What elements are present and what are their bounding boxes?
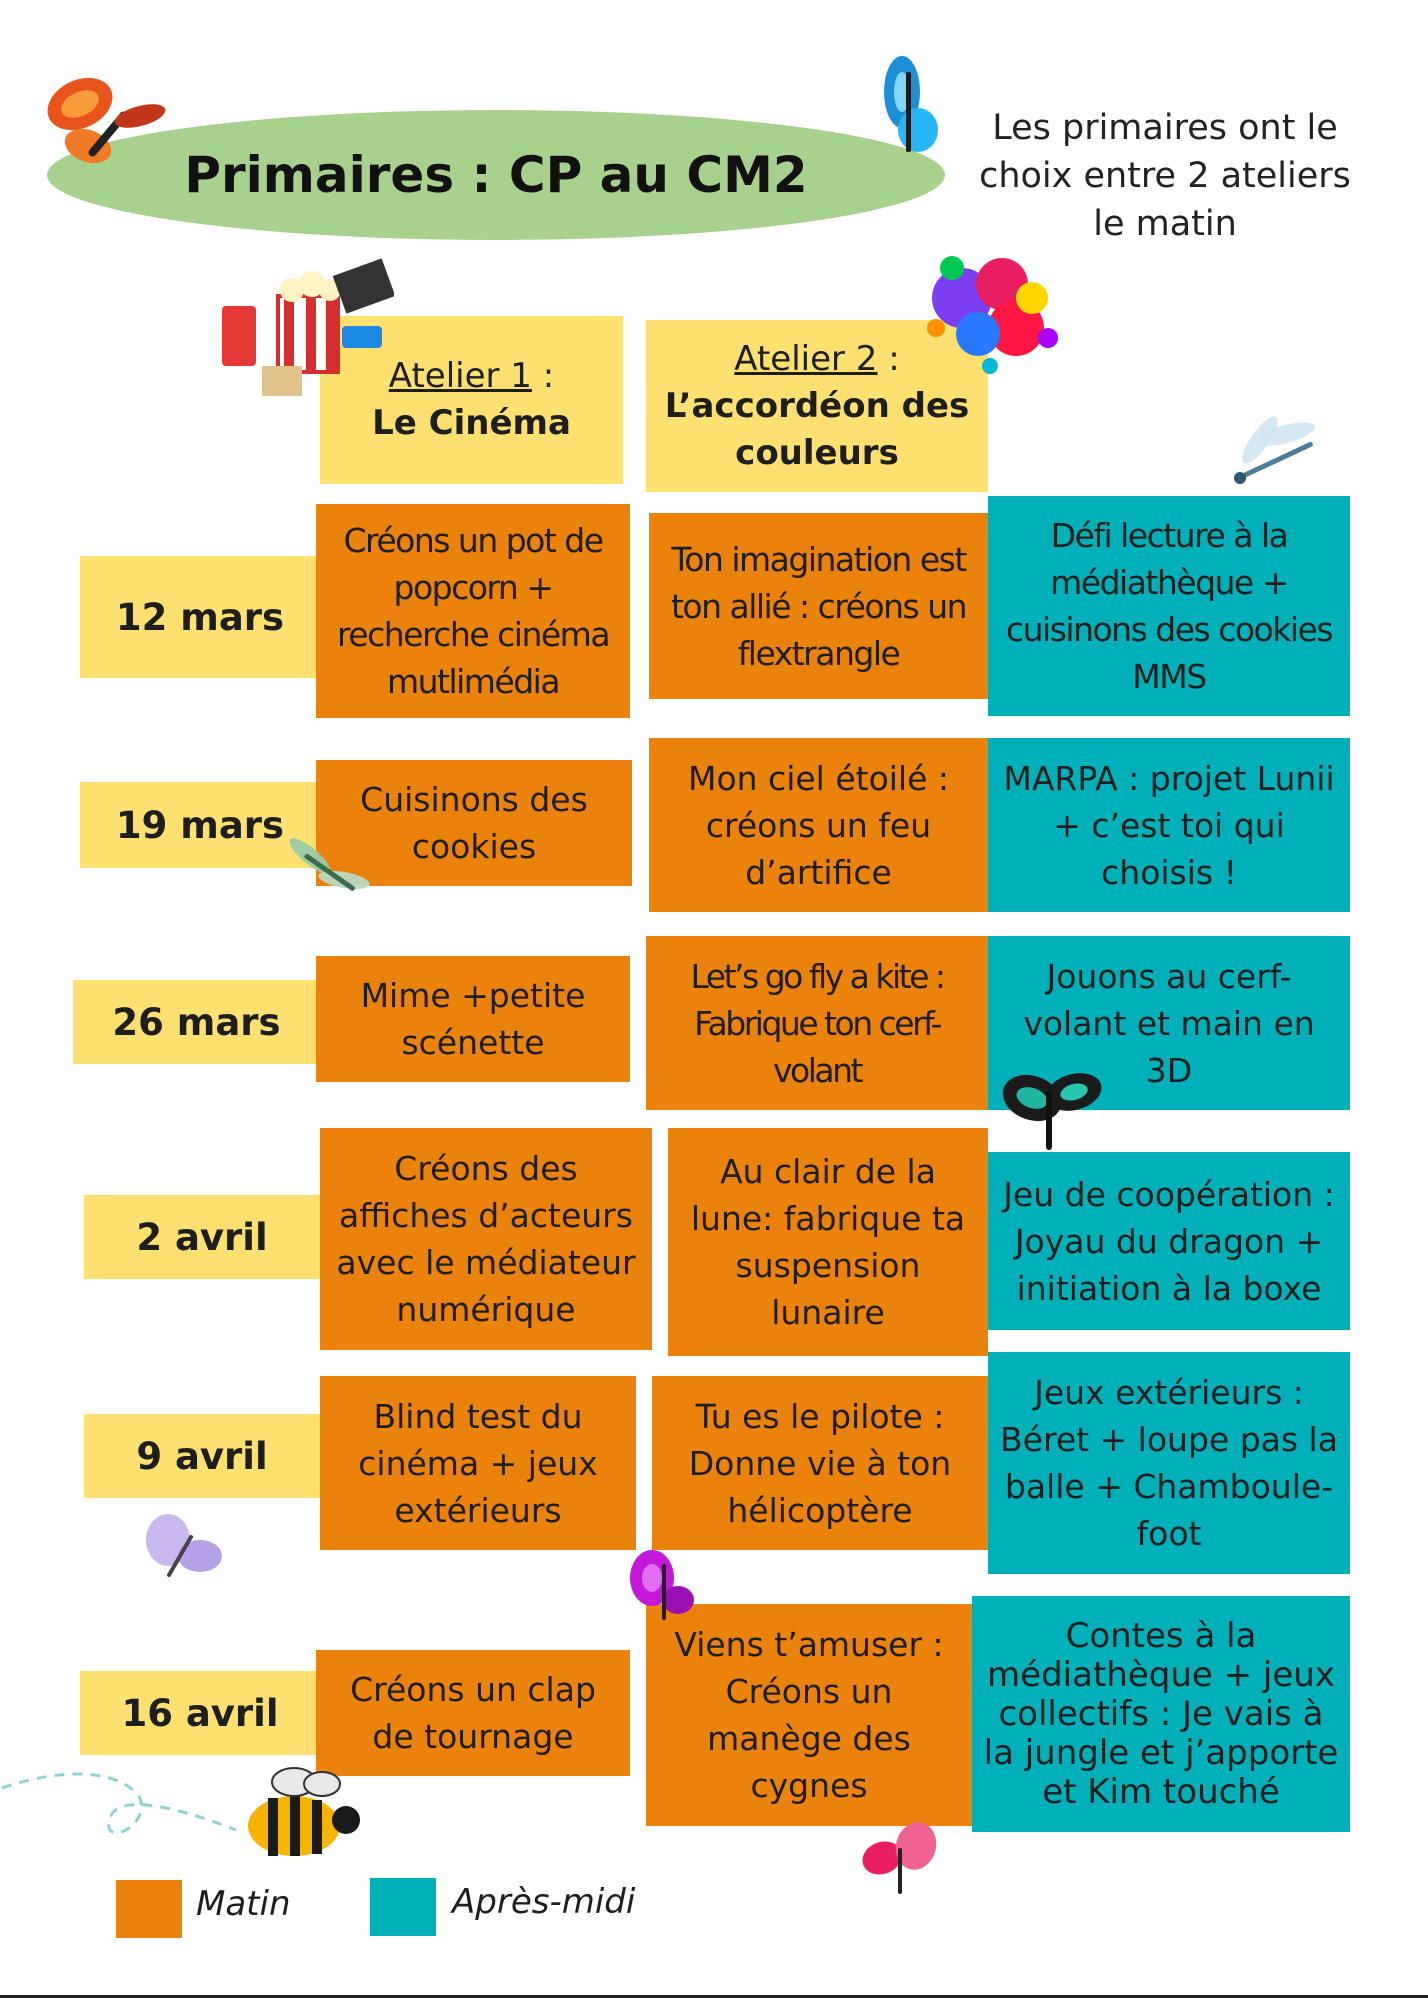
row6-atelier2-activity xyxy=(646,1604,972,1826)
row2-atelier1-text: Cuisinons des cookies xyxy=(360,780,588,866)
butterfly-icon xyxy=(140,1510,226,1588)
row1-atelier2-activity xyxy=(649,513,988,699)
row3-atelier1-activity xyxy=(316,956,630,1082)
date-9-avril: 9 avril xyxy=(84,1414,320,1498)
row5-atelier1-text: Blind test du cinéma + jeux extérieurs xyxy=(358,1396,598,1530)
row4-atelier2-text: Au clair de la lune: fabrique ta suspension lunaire xyxy=(690,1152,966,1332)
date-26-mars: 26 mars xyxy=(73,980,320,1064)
date-16-avril: 16 avril xyxy=(80,1671,320,1755)
row3-atelier2-activity xyxy=(646,936,988,1110)
butterfly-icon xyxy=(872,52,944,164)
row2-afternoon-text: MARPA : projet Lunii + c’est toi qui choisis ! xyxy=(1003,758,1335,892)
row4-afternoon-activity xyxy=(988,1152,1350,1330)
row6-afternoon-text: Contes à la médiathèque + jeux collectifs : Je vais à la jungle et j’apporte et Kim touché xyxy=(983,1615,1339,1812)
legend-apres-midi-label: Après-midi xyxy=(452,1882,636,1922)
row4-atelier1-activity xyxy=(320,1128,652,1350)
row3-afternoon-text: Jouons au cerf-volant et main en 3D xyxy=(1023,956,1315,1090)
dragonfly-icon xyxy=(280,830,376,914)
row6-atelier2-text: Viens t’amuser : Créons un manège des cygnes xyxy=(674,1625,944,1805)
row5-atelier2-activity xyxy=(652,1376,988,1550)
row2-afternoon-activity xyxy=(988,738,1350,912)
atelier-1-sep: : xyxy=(531,356,555,396)
atelier-2-label: Atelier 2 xyxy=(734,338,878,379)
row6-atelier1-text: Créons un clap de tournage xyxy=(350,1670,596,1756)
date-19-mars: 19 mars xyxy=(80,782,320,868)
row2-atelier2-text: Mon ciel étoilé : créons un feu d’artifice xyxy=(687,758,950,892)
row4-atelier1-text: Créons des affiches d’acteurs avec le médiateur numérique xyxy=(336,1149,636,1329)
butterfly-icon xyxy=(1000,1060,1104,1162)
legend-matin-swatch xyxy=(116,1880,182,1938)
row4-atelier2-activity xyxy=(668,1128,988,1356)
row5-afternoon-activity xyxy=(988,1352,1350,1574)
atelier-2-sep: : xyxy=(877,338,900,379)
intro-note: Les primaires ont le choix entre 2 ateliers le matin xyxy=(979,108,1351,244)
row1-atelier1-activity xyxy=(316,504,630,718)
row3-atelier1-text: Mime +petite scénette xyxy=(360,976,586,1062)
bottom-border xyxy=(0,1995,1428,1998)
date-12-mars: 12 mars xyxy=(80,556,320,678)
dragonfly-icon xyxy=(1226,404,1344,490)
row4-afternoon-text: Jeu de coopération : Joyau du dragon + initiation à la boxe xyxy=(1003,1174,1335,1308)
row6-afternoon-activity xyxy=(972,1596,1350,1832)
butterfly-icon xyxy=(622,1544,702,1630)
paint-splash-icon xyxy=(912,238,1070,386)
legend-apres-midi-swatch xyxy=(370,1878,436,1936)
title-banner xyxy=(47,110,945,240)
legend-matin-label: Matin xyxy=(196,1884,291,1924)
bee-icon xyxy=(0,1748,380,1868)
row5-atelier1-activity xyxy=(320,1376,636,1550)
row3-atelier2-text: Let’s go fly a kite : Fabrique ton cerf-volant xyxy=(690,956,944,1090)
row1-afternoon-activity xyxy=(988,496,1350,716)
row5-atelier2-text: Tu es le pilote : Donne vie à ton hélicoptère xyxy=(688,1396,952,1530)
row2-atelier2-activity xyxy=(649,738,988,912)
row1-atelier2-text: Ton imagination est ton allié : créons un flextrangle xyxy=(670,539,967,673)
page-title: Primaires : CP au CM2 xyxy=(184,146,808,204)
row1-atelier1-text: Créons un pot de popcorn + recherche cinéma mutlimédia xyxy=(336,521,610,701)
atelier-1-name: Le Cinéma xyxy=(372,403,571,443)
row5-afternoon-text: Jeux extérieurs : Béret + loupe pas la balle + Chamboule-foot xyxy=(1000,1373,1338,1553)
butterfly-icon xyxy=(44,66,168,178)
row1-afternoon-text: Défi lecture à la médiathèque + cuisinons des cookies MMS xyxy=(1005,516,1333,696)
atelier-2-name-line2: couleurs xyxy=(735,432,899,473)
cinema-icon xyxy=(218,256,394,406)
atelier-2-name-line1: L’accordéon des xyxy=(664,385,970,426)
butterfly-icon xyxy=(858,1818,942,1902)
date-2-avril: 2 avril xyxy=(84,1195,320,1279)
atelier-1-label: Atelier 1 xyxy=(388,356,532,396)
